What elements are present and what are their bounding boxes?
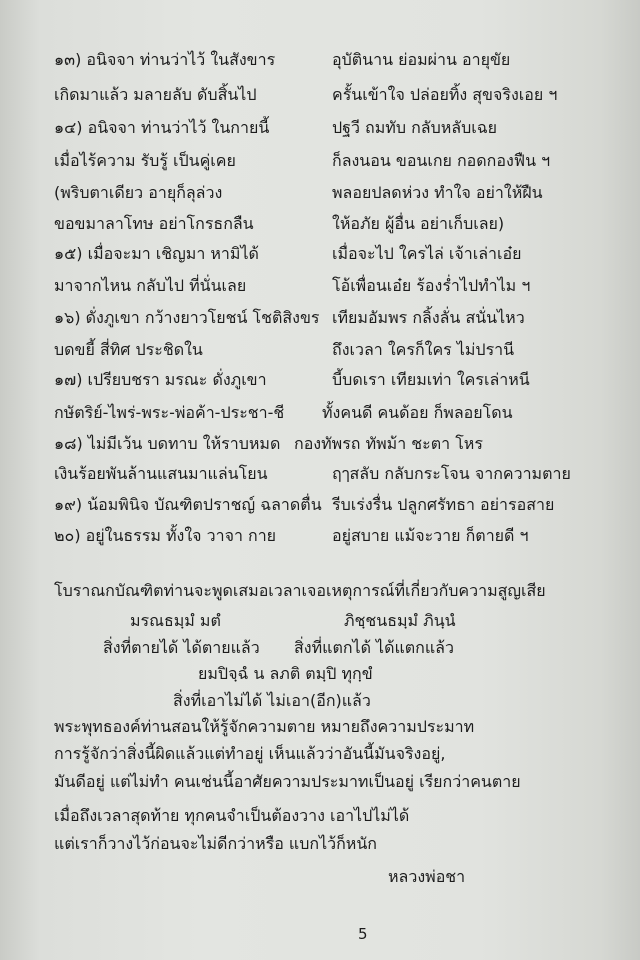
poem-line-right: รีบเร่งรื่น ปลูกศรัทธา อย่ารอสาย [332,495,555,514]
pali-verse: ยมปิจฺฉํ น ลภติ ตมฺปิ ทุกฺขํ [198,664,373,683]
poem-line-right: ให้อภัย ผู้อื่น อย่าเก็บเลย) [332,214,505,233]
poem-line-left: ๑๓) อนิจจา ท่านว่าไว้ ในสังขาร [54,50,276,69]
pali-verse: ภิชฺชนธมฺมํ ภินฺนํ [344,611,456,630]
body-paragraph: แต่เราก็วางไว้ก่อนจะไม่ดีกว่าหรือ แบกไว้ก็หนัก [54,834,377,853]
pali-translation: สิ่งที่ตายได้ ได้ตายแล้ว [103,638,260,657]
poem-line-left: ๑๘) ไม่มีเว้น บดทาบ ให้ราบหมด [54,434,281,453]
poem-line-left: เงินร้อยพันล้านแสนมาแล่นโยน [54,464,268,483]
poem-line-right: ปฐวี ถมทับ กลับหลับเฉย [332,118,497,137]
poem-line-left: (พริบตาเดียว อายุก็ลุล่วง [54,183,223,202]
poem-line-right: ฤๅสลับ กลับกระโจน จากความตาย [332,464,571,483]
poem-line-left: ๒๐) อยู่ในธรรม ทั้งใจ วาจา กาย [54,526,277,545]
poem-line-left: ๑๗) เปรียบชรา มรณะ ดั่งภูเขา [54,370,267,389]
poem-line-right: ครั้นเข้าใจ ปล่อยทิ้ง สุขจริงเอย ฯ [332,85,558,104]
body-paragraph: เมื่อถึงเวลาสุดท้าย ทุกคนจำเป็นต้องวาง เอาไปไม่ได้ [54,806,410,825]
intro-paragraph: โบราณกบัณฑิตท่านจะพูดเสมอเวลาเจอเหตุการณ์ที่เกี่ยวกับความสูญเสีย [54,581,546,600]
poem-line-left: ๑๙) น้อมพินิจ บัณฑิตปราชญ์ ฉลาดตื่น [54,495,322,514]
poem-line-left: มาจากไหน กลับไป ที่นั่นเลย [54,276,247,295]
poem-line-right: ก็ลงนอน ขอนเกย กอดกองฟืน ฯ [332,151,551,170]
body-paragraph: มันดีอยู่ แต่ไม่ทำ คนเช่นนี้อาศัยความประมาทเป็นอยู่ เรียกว่าคนตาย [54,772,521,791]
poem-line-left: ๑๕) เมื่อจะมา เชิญมา หามิได้ [54,244,259,263]
poem-line-left: เมื่อไร้ความ รับรู้ เป็นคู่เคย [54,151,236,170]
poem-line-right: พลอยปลดห่วง ทำใจ อย่าให้ฝืน [332,183,543,202]
poem-line-left: ขอขมาลาโทษ อย่าโกรธกลืน [54,214,254,233]
poem-line-left: ๑๖) ดั่งภูเขา กว้างยาวโยชน์ โชติสิงขร [54,308,320,327]
poem-line-right: บี้บดเรา เทียมเท่า ใครเล่าหนี [332,370,530,389]
pali-verse: มรณธมฺมํ มตํ [130,611,221,630]
pali-translation: สิ่งที่แตกได้ ได้แตกแล้ว [294,638,454,657]
poem-line-right: ทั้งคนดี คนด้อย ก็พลอยโดน [322,403,513,422]
poem-line-left: ๑๔) อนิจจา ท่านว่าไว้ ในกายนี้ [54,118,270,137]
author-attribution: หลวงพ่อชา [388,867,466,886]
poem-line-right: อุบัตินาน ย่อมผ่าน อายุขัย [332,50,511,69]
poem-line-left: กษัตริย์-ไพร่-พระ-พ่อค้า-ประชา-ชี [54,403,285,422]
poem-line-right: ถึงเวลา ใครก็ใคร ไม่ปรานี [332,340,515,359]
poem-line-right: เทียมอัมพร กลิ้งลั่น สนั่นไหว [332,308,525,327]
page-number: 5 [358,925,368,943]
poem-line-right: โอ้เพื่อนเอ๋ย ร้องร่ำไปทำไม ฯ [332,276,531,295]
body-paragraph: พระพุทธองค์ท่านสอนให้รู้จักความตาย หมายถึงความประมาท [54,717,475,736]
poem-line-right: เมื่อจะไป ใครไล่ เจ้าเล่าเอ๋ย [332,244,522,263]
poem-line-right: กองทัพรถ ทัพม้า ชะตา โหร [294,434,483,453]
body-paragraph: การรู้จักว่าสิ่งนี้ผิดแล้วแต่ทำอยู่ เห็นแล้วว่าอันนี้มันจริงอยู่, [54,744,446,763]
poem-line-right: อยู่สบาย แม้จะวาย ก็ตายดี ฯ [332,526,529,545]
poem-line-left: บดขยี้ สี่ทิศ ประชิดใน [54,340,203,359]
poem-line-left: เกิดมาแล้ว มลายลับ ดับสิ้นไป [54,85,257,104]
pali-translation: สิ่งที่เอาไม่ได้ ไม่เอา(อีก)แล้ว [173,691,371,710]
